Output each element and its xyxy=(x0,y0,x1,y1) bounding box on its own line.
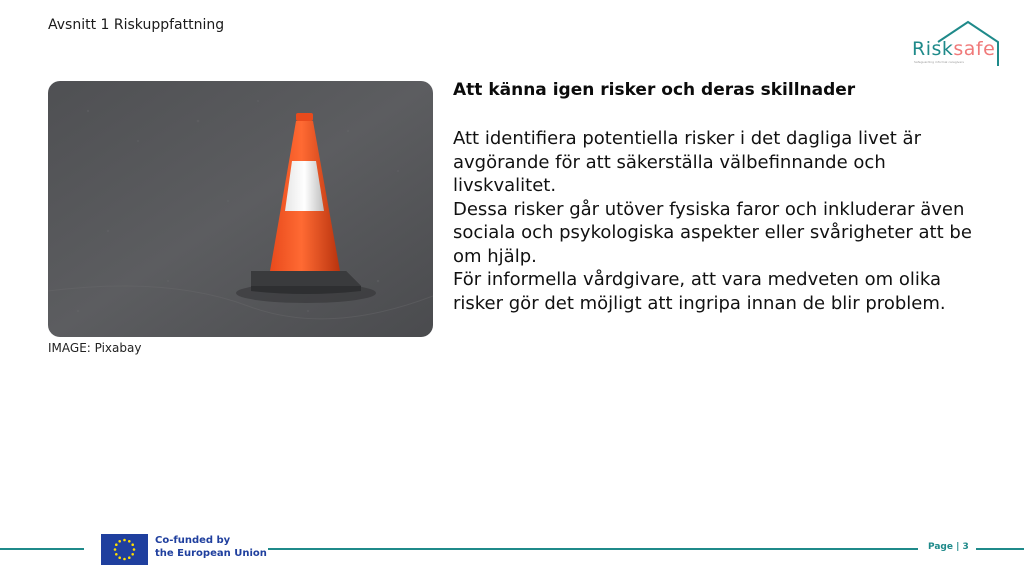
content-body xyxy=(453,127,973,315)
risksafe-logo xyxy=(912,20,1004,68)
logo-wordmark: Risksafe xyxy=(912,38,996,60)
page-number: Page | 3 xyxy=(928,542,969,552)
logo-tagline: Safeguarding informal caregivers xyxy=(914,60,964,64)
footer-divider xyxy=(268,548,918,550)
eu-flag-icon xyxy=(101,534,148,565)
content-heading: Att känna igen risker och deras skillnader xyxy=(453,80,856,100)
paragraph: Dessa risker går utöver fysiska faror och inkluderar även sociala och psykologiska aspekter eller svårigheter att be om hjälp. xyxy=(453,198,972,267)
image-caption: IMAGE: Pixabay xyxy=(48,341,142,355)
footer-divider xyxy=(976,548,1024,550)
traffic-cone-photo xyxy=(48,81,433,337)
paragraph: För informella vårdgivare, att vara medveten om olika risker gör det möjligt att ingripa innan de blir problem. xyxy=(453,269,946,314)
section-title: Avsnitt 1 Riskuppfattning xyxy=(48,17,225,33)
paragraph: Att identifiera potentiella risker i det dagliga livet är avgörande för att säkerställa välbefinnande och livskvalitet. xyxy=(453,128,921,196)
footer-divider xyxy=(0,548,84,550)
eu-cofunded-text: Co-funded by the European Union xyxy=(155,535,267,559)
